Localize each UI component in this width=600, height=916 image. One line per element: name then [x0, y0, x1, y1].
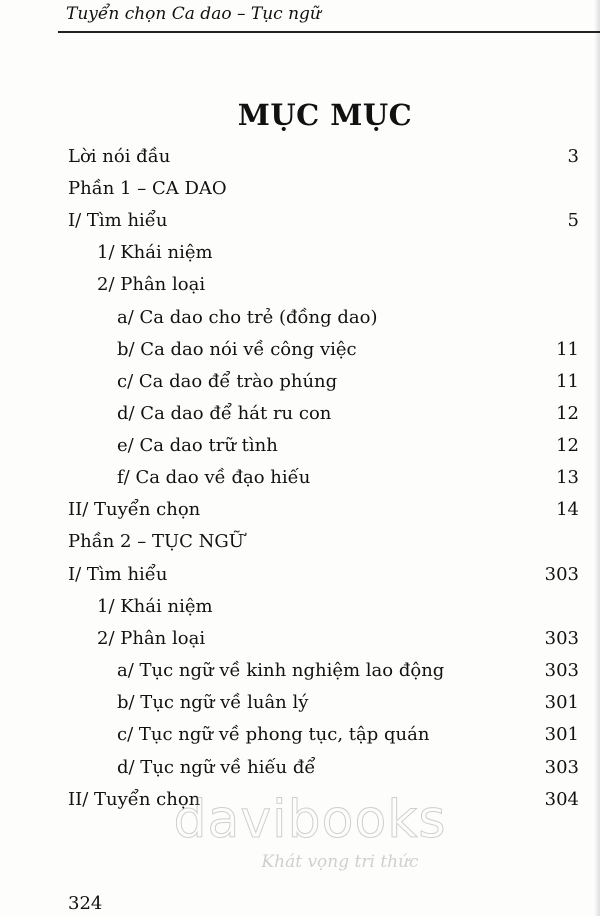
toc-entry: [0, 403, 600, 433]
toc-entry-page: 303: [544, 757, 579, 778]
toc-entry-label: 1/ Khái niệm: [97, 596, 213, 617]
toc-entry-label: II/ Tuyển chọn: [68, 499, 201, 520]
toc-entry-label: b/ Tục ngữ về luân lý: [117, 692, 309, 713]
toc-entry-page: 11: [556, 339, 579, 360]
toc-entry: [0, 178, 600, 208]
toc-entry-page: 12: [556, 435, 579, 456]
toc-entry-label: b/ Ca dao nói về công việc: [117, 339, 357, 360]
toc-entry-label: 1/ Khái niệm: [97, 242, 213, 263]
toc-entry-page: 12: [556, 403, 579, 424]
toc-entry: [0, 467, 600, 497]
toc-entry: [0, 210, 600, 240]
toc-entry-label: c/ Tục ngữ về phong tục, tập quán: [117, 724, 430, 745]
toc-entry: [0, 307, 600, 337]
toc-entry: [0, 242, 600, 272]
toc-entry-page: 301: [544, 724, 579, 745]
toc-entry-label: II/ Tuyển chọn: [68, 789, 201, 810]
toc-entry: [0, 339, 600, 369]
toc-entry-label: a/ Tục ngữ về kinh nghiệm lao động: [117, 660, 445, 681]
toc-entry-label: I/ Tìm hiểu: [68, 564, 168, 585]
watermark-logo: davibooks: [173, 790, 447, 850]
toc-entry-page: 303: [544, 660, 579, 681]
toc-entry: [0, 757, 600, 787]
toc-entry-label: d/ Ca dao để hát ru con: [117, 403, 332, 424]
page-edge-shadow: [594, 0, 600, 916]
toc-entry: [0, 499, 600, 529]
toc-entry: [0, 628, 600, 658]
toc-entry: [0, 724, 600, 754]
toc-entry-page: 301: [544, 692, 579, 713]
toc-entry-label: f/ Ca dao về đạo hiếu: [117, 467, 311, 488]
toc-entry-page: 11: [556, 371, 579, 392]
toc-entry-label: I/ Tìm hiểu: [68, 210, 168, 231]
page-number: 324: [68, 893, 103, 914]
toc-entry-page: 304: [544, 789, 579, 810]
toc-entry-label: c/ Ca dao để trào phúng: [117, 371, 338, 392]
toc-entry: [0, 660, 600, 690]
toc-entry-page: 3: [567, 146, 579, 167]
toc-entry-page: 13: [556, 467, 579, 488]
toc-entry-page: 303: [544, 564, 579, 585]
running-header: Tuyển chọn Ca dao – Tục ngữ: [66, 4, 321, 24]
toc-entry: [0, 274, 600, 304]
toc-entry: [0, 371, 600, 401]
toc-entry-label: Lời nói đầu: [68, 146, 171, 167]
watermark-tagline: Khát vọng tri thức: [261, 852, 419, 872]
toc-entry: [0, 435, 600, 465]
toc-entry-page: 14: [556, 499, 579, 520]
toc-entry-label: d/ Tục ngữ về hiếu để: [117, 757, 316, 778]
toc-entry-label: 2/ Phân loại: [97, 628, 206, 649]
toc-entry-label: Phần 1 – CA DAO: [68, 178, 227, 199]
toc-entry: [0, 596, 600, 626]
toc-entry-label: a/ Ca dao cho trẻ (đồng dao): [117, 307, 378, 328]
toc-entry: [0, 692, 600, 722]
toc-entry-label: e/ Ca dao trữ tình: [117, 435, 278, 456]
toc-entry-page: 5: [567, 210, 579, 231]
toc-entry-label: Phần 2 – TỤC NGỮ: [68, 531, 244, 552]
toc-entry-label: 2/ Phân loại: [97, 274, 206, 295]
toc-entry: [0, 146, 600, 176]
toc-entry-page: 303: [544, 628, 579, 649]
watermark: [160, 790, 460, 872]
toc-entry: [0, 564, 600, 594]
page-title: MỤC MỤC: [237, 98, 413, 132]
header-rule: [58, 31, 600, 33]
toc-entry: [0, 531, 600, 561]
